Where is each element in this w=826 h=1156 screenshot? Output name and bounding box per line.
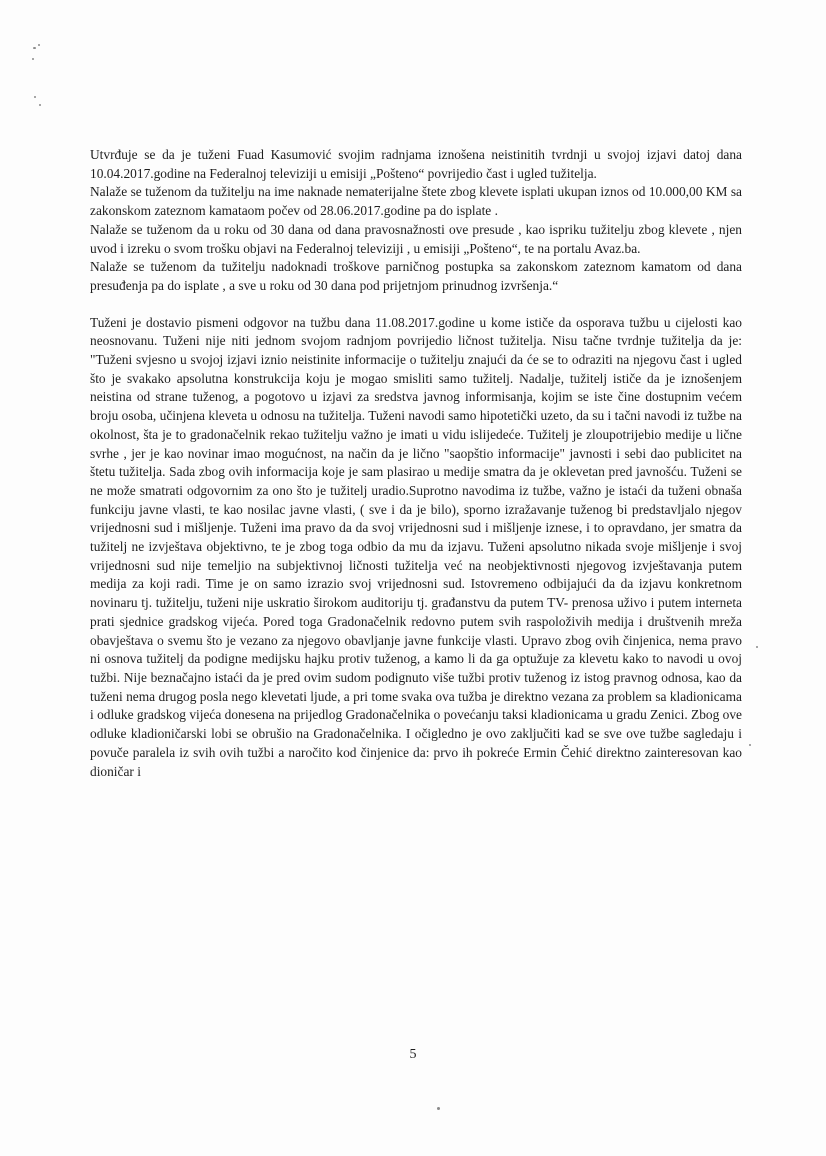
scan-speck xyxy=(756,646,758,648)
paragraph-gap xyxy=(90,296,742,314)
scan-speck xyxy=(437,1107,440,1110)
judgment-paragraph: Nalaže se tuženom da tužitelju nadoknadi troškove parničnog postupka sa zakonskom zateznom kamatom od dana presuđenja pa do isplate , a sve u roku od 30 dana pod prijetnjom prinudnog izvršenja.“ xyxy=(90,259,742,293)
response-paragraph: Tuženi je dostavio pismeni odgovor na tužbu dana 11.08.2017.godine u kome ističe da osporava tužbu u cijelosti kao neosnovanu. Tuženi nije niti jednom svojom radnjom povrijedio ličnost tužitelja. Nisu tačne tvrdnje tužitelja da je: "Tuženi svjesno u svojoj izjavi iznio neistinite informacije o tužitelju znajući da će se to odraziti na njegovu čast i ugled što je svakako apsolutna konstrukcija koju je mogao smisliti samo tužitelj. Nadalje, tužitelj ističe da je iznošenjem neistina od strane tuženog, a pogotovo u izjavi za sredstva javnog informisanja, kojim se iste čine dostupnim većem broju osoba, učinjena kleveta u odnosu na tužitelja. Tuženi navodi samo hipotetički uzeto, da su i tačni navodi iz tužbe na okolnost, šta je to gradonačelnik rekao tužitelju važno je imati u vidu islijedeće. Tužitelj je zloupotrijebio medije u lične svrhe , jer je kao novinar imao mogućnost, na način da je lično "saopštio informacije" javnosti i sebi dao publicitet na štetu tužitelja. Sada zbog ovih informacija koje je sam plasirao u medije smatra da je oklevetan pred javnošću. Tuženi se ne može smatrati odgovornim za ono što je tužitelj uradio.Suprotno navodima iz tužbe, važno je istaći da tuženi obnaša funkciju javne vlasti, te kao nosilac javne vlasti, ( sve i da je bilo), sporno izražavanje tuženog bi predstavljalo njegov vrijednosni sud i mišljenje. Tuženi ima pravo da da svoj vrijednosni sud i mišljenje iznese, i to opravdano, jer smatra da tužitelj ne izvještava objektivno, te je zbog toga odbio da mu da izjavu. Tuženi apsolutno nikada svoje mišljenje i svoj vrijednosni sud nije temeljio na subjektivnoj ličnosti tužitelja već na neobjektivnosti njegovog izvještavanja putem medija za koji radi. Time je on samo izrazio svoj vrijednosni sud. Istovremeno odbijajući da da izjavu konkretnom novinaru tj. tužitelju, tuženi nije uskratio širokom auditoriju tj. građanstvu da putem TV- prenosa uživo i putem interneta prati sjednice gradskog vijeća. Pored toga Gradonačelnik redovno putem svih raspoloživih medija i društvenih mreža obavještava o svemu što je vezano za njegovo obavljanje javne funkcije vlasti. Upravo zbog ovih činjenica, nema pravo ni osnova tužitelj da podigne medijsku hajku protiv tuženog, a kamo li da ga optužuje za klevetu kako to navodi u ovoj tužbi. Nije beznačajno istaći da je pred ovim sudom podignuto više tužbi protiv tuženog iz istog pravnog odnosa, kao da tuženi nema drugog posla nego klevetati ljude, a pri tome svaka ova tužba je direktno vezana za problem sa kladionicama i odluke gradskog vijeća donesena na prijedlog Gradonačelnika o povećanju taksi kladionicama u gradu Zenici. Zbog ove odluke kladioničarski lobi se obrušio na Gradonačelnika. I očigledno je ovo zaključiti kad se sve ove tužbe sagledaju i povuče paralela iz svih ovih tužbi a naročito kod činjenice da: prvo ih pokreće Ermin Čehić direktno zainteresovan kao dioničar i xyxy=(90,314,742,779)
scan-speck xyxy=(38,44,40,46)
scan-speck xyxy=(39,104,41,106)
scan-speck xyxy=(32,58,34,60)
scan-speck xyxy=(749,744,751,746)
judgment-paragraph: Nalaže se tuženom da u roku od 30 dana od dana pravosnažnosti ove presude , kao ispriku tužitelju zbog klevete , njen uvod i izreku o svom trošku objavi na Federalnoj televiziji , u emisiji „Pošteno“, te na portalu Avaz.ba. xyxy=(90,221,742,256)
scan-speck xyxy=(33,47,36,49)
judgment-paragraph: Utvrđuje se da je tuženi Fuad Kasumović svojim radnjama iznošena neistinitih tvrdnji u svojoj izjavi datoj dana 10.04.2017.godine na Federalnoj televiziji u emisiji „Pošteno“ povrijedio čast i ugled tužitelja. xyxy=(90,147,742,181)
page-number: 5 xyxy=(409,1047,417,1062)
judgment-paragraph: Nalaže se tuženom da tužitelju na ime naknade nematerijalne štete zbog klevete isplati ukupan iznos od 10.000,00 KM sa zakonskom zateznom kamataom počev od 28.06.2017.godine pa do isplate . xyxy=(90,184,742,219)
document-body xyxy=(90,146,742,781)
scan-speck xyxy=(34,96,36,98)
